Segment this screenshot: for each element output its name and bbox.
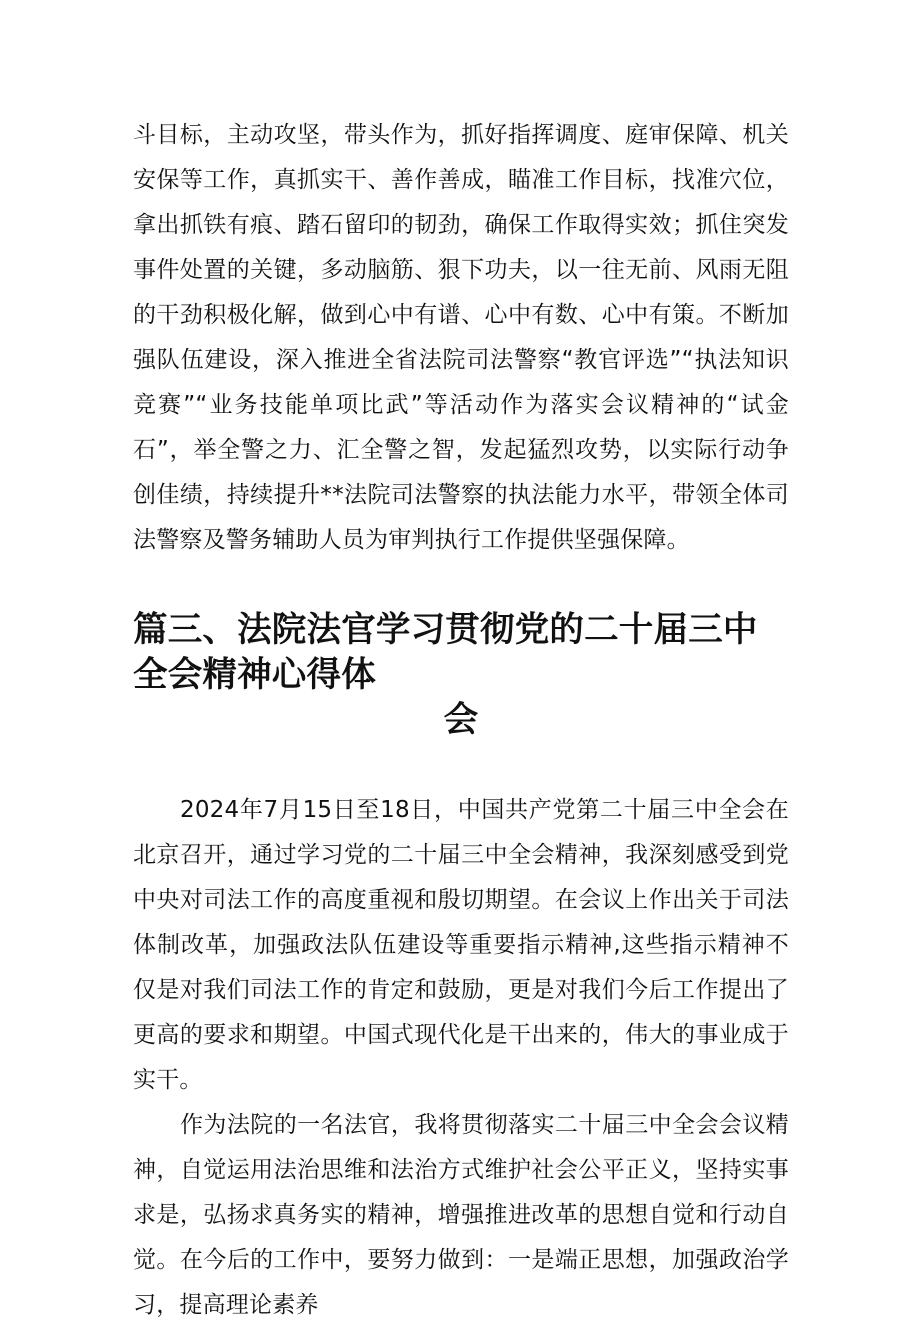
body-paragraph: 2024年7月15日至18日，中国共产党第二十届三中全会在北京召开，通过学习党的二十届三中全会精神，我深刻感受到党中央对司法工作的高度重视和殷切期望。在会议上作出关于司法体制改革，加强政法队伍建设等重要指示精神,这些指示精神不仅是对我们司法工作的肯定和鼓励，更是对我们今后工作提出了更高的要求和期望。中国式现代化是干出来的，伟大的事业成于实干。: [133, 797, 789, 1093]
section-heading-line-1: 篇三、法院法官学习贯彻党的二十届三中全会精神心得体: [133, 610, 758, 695]
body-paragraph: 作为法院的一名法官，我将贯彻落实二十届三中全会会议精神，自觉运用法治思维和法治方式维护社会公平正义，坚持实事求是，弘扬求真务实的精神，增强推进改革的思想自觉和行动自觉。在今后的工作中，要努力做到：一是端正思想，加强政治学习，提高理论素养: [133, 1112, 789, 1318]
document-body: [133, 113, 789, 1328]
spacer: [133, 743, 789, 788]
section-heading-line-2: 会: [443, 700, 479, 740]
body-paragraph-continued: 斗目标，主动攻坚，带头作为，抓好指挥调度、庭审保障、机关安保等工作，真抓实干、善作善成，瞄准工作目标，找准穴位，拿出抓铁有痕、踏石留印的韧劲，确保工作取得实效；抓住突发事件处置的关键，多动脑筋、狠下功夫，以一往无前、风雨无阻的干劲积极化解，做到心中有谱、心中有数、心中有策。不断加强队伍建设，深入推进全省法院司法警察“教官评选”“执法知识竞赛”“业务技能单项比武”等活动作为落实会议精神的“试金石”，举全警之力、汇全警之智，发起猛烈攻势，以实际行动争创佳绩，持续提升**法院司法警察的执法能力水平，带领全体司法警察及警务辅助人员为审判执行工作提供坚强保障。: [133, 122, 789, 553]
section-heading: [133, 608, 789, 743]
spacer: [133, 563, 789, 608]
